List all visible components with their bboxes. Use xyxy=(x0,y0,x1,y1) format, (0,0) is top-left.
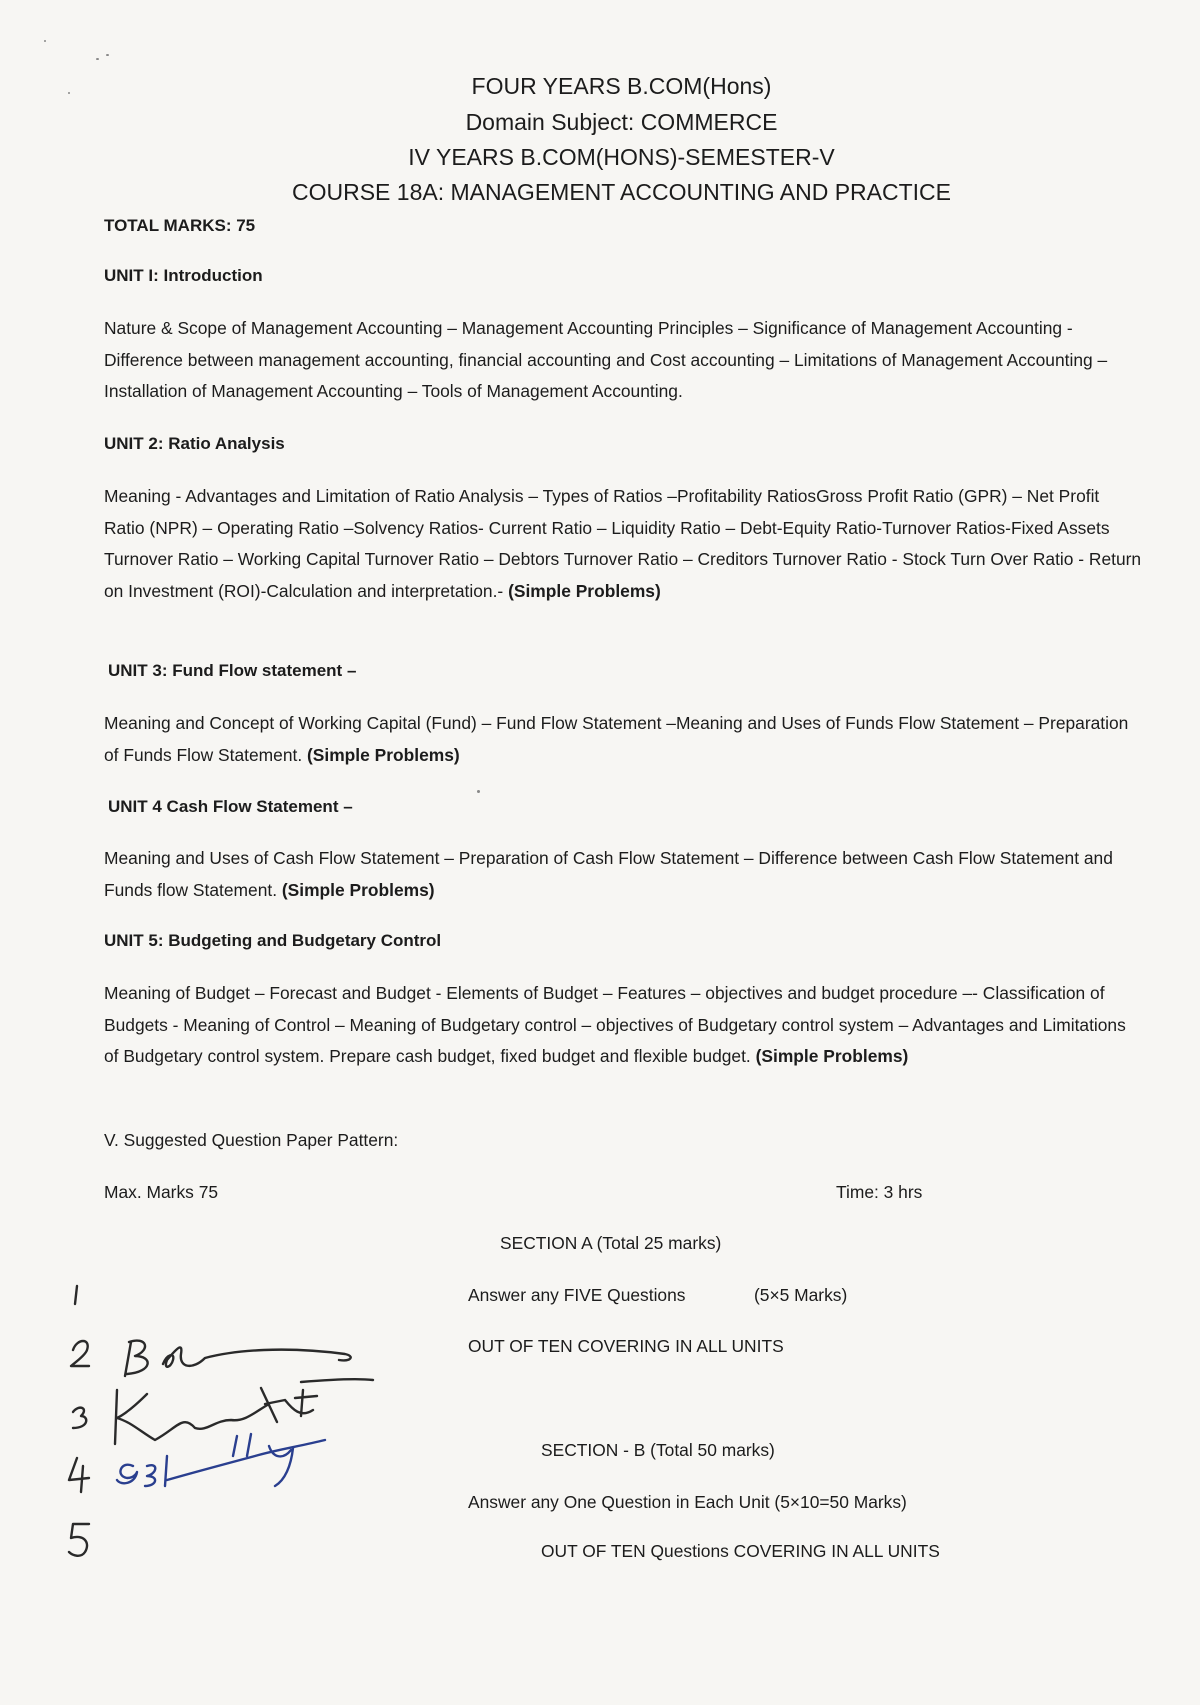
unit-4-text: Meaning and Uses of Cash Flow Statement – Preparation of Cash Flow Statement – Difference between Cash Flow Statement and Funds flow Statement. xyxy=(104,848,1113,900)
unit-2-title: UNIT 2: Ratio Analysis xyxy=(104,434,285,453)
unit-3-suffix: (Simple Problems) xyxy=(307,744,460,765)
scan-speck xyxy=(96,58,99,60)
unit-5-text: Meaning of Budget – Forecast and Budget - Elements of Budget – Features – objectives and budget procedure –- Classification of Budgets - Meaning of Control – Meaning of Budgetary control – objectives of Budgetary control system – Advantages and Limitations of Budgetary control system. Prepare cash budget, fixed budget and flexible budget. xyxy=(104,983,1126,1066)
signature-number-3 xyxy=(73,1408,86,1428)
section-a-instruction: Answer any FIVE Questions xyxy=(468,1285,686,1305)
signature-number-4 xyxy=(69,1458,89,1492)
unit-2-body xyxy=(104,481,1144,607)
unit-3-body xyxy=(104,708,1144,771)
header-course: COURSE 18A: MANAGEMENT ACCOUNTING AND PRACTICE xyxy=(291,179,951,205)
unit-2-text: Meaning - Advantages and Limitation of Ratio Analysis – Types of Ratios –Profitability RatiosGross Profit Ratio (GPR) – Net Profit Ratio (NPR) – Operating Ratio –Solvency Ratios- Current Ratio – Liquidity Ratio – Debt-Equity Ratio-Turnover Ratios-Fixed Assets Turnover Ratio – Working Capital Turnover Ratio – Debtors Turnover Ratio – Creditors Turnover Ratio - Stock Turn Over Ratio - Return on Investment (ROI)-Calculation and interpretation.- xyxy=(104,486,1142,601)
total-marks: TOTAL MARKS: 75 xyxy=(104,216,256,235)
section-a-title: SECTION A (Total 25 marks) xyxy=(500,1233,722,1253)
header-semester: IV YEARS B.COM(HONS)-SEMESTER-V xyxy=(408,144,835,170)
signature-3 xyxy=(117,1434,325,1486)
signature-1 xyxy=(125,1341,351,1376)
unit-5-body xyxy=(104,978,1144,1073)
signature-2 xyxy=(115,1379,373,1444)
unit-3-text: Meaning and Concept of Working Capital (Fund) – Fund Flow Statement –Meaning and Uses of Funds Flow Statement – Preparation of Funds Flow Statement. xyxy=(104,713,1129,765)
scan-speck xyxy=(477,790,480,793)
unit-1-body xyxy=(104,313,1144,408)
signature-number-2 xyxy=(71,1341,89,1366)
section-b-title: SECTION - B (Total 50 marks) xyxy=(541,1440,775,1460)
header-domain: Domain Subject: COMMERCE xyxy=(465,109,778,135)
handwritten-signatures xyxy=(55,1280,375,1570)
signature-number-1 xyxy=(75,1286,77,1304)
section-a-coverage: OUT OF TEN COVERING IN ALL UNITS xyxy=(468,1336,784,1356)
unit-5-suffix: (Simple Problems) xyxy=(755,1046,909,1066)
unit-1-text: Nature & Scope of Management Accounting – Management Accounting Principles – Significance of Management Accounting - Difference between management accounting, financial accounting and Cost accounting – Limitations of Management Accounting – Installation of Management Accounting – Tools of Management Accounting. xyxy=(104,318,1108,401)
unit-4-title: UNIT 4 Cash Flow Statement – xyxy=(108,797,353,816)
unit-3-title: UNIT 3: Fund Flow statement – xyxy=(108,661,357,680)
unit-4-suffix: (Simple Problems) xyxy=(281,879,435,900)
scan-speck xyxy=(106,54,109,56)
unit-2-suffix: (Simple Problems) xyxy=(508,580,661,601)
scan-speck xyxy=(44,40,46,42)
signature-number-5 xyxy=(69,1524,89,1556)
unit-4-body xyxy=(104,843,1144,906)
unit-5-title: UNIT 5: Budgeting and Budgetary Control xyxy=(104,931,442,950)
section-b-instruction: Answer any One Question in Each Unit (5×10=50 Marks) xyxy=(468,1492,907,1512)
exam-time: Time: 3 hrs xyxy=(836,1182,923,1202)
max-marks: Max. Marks 75 xyxy=(104,1182,219,1202)
pattern-heading: V. Suggested Question Paper Pattern: xyxy=(104,1130,399,1150)
header-program: FOUR YEARS B.COM(Hons) xyxy=(471,73,772,99)
section-a-marks: (5×5 Marks) xyxy=(754,1285,848,1305)
unit-1-title: UNIT I: Introduction xyxy=(104,266,263,285)
scan-speck xyxy=(68,92,70,94)
section-b-coverage: OUT OF TEN Questions COVERING IN ALL UNITS xyxy=(541,1541,940,1561)
